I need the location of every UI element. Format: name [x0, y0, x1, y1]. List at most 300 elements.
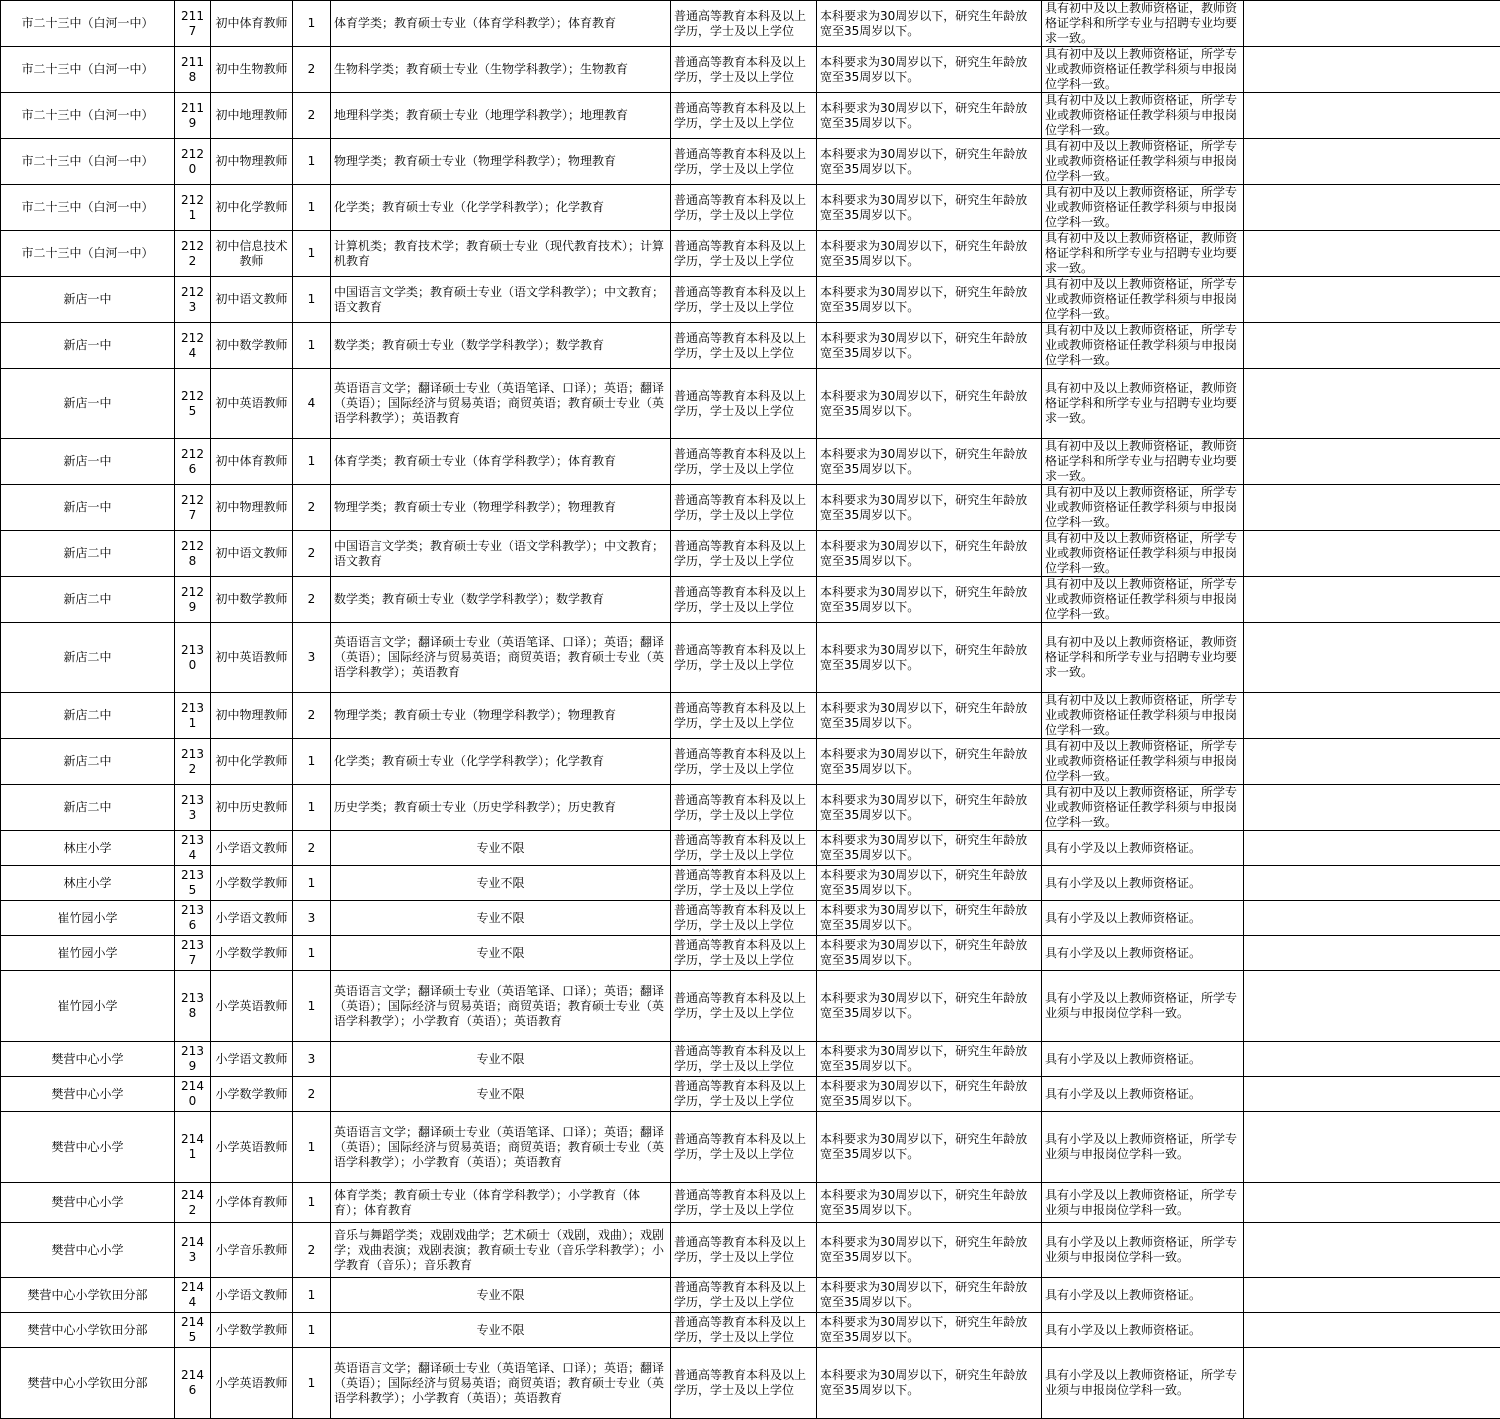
- note-cell: [1244, 577, 1500, 623]
- position-cell: 初中语文教师: [211, 531, 293, 577]
- code-cell: 2137: [175, 936, 211, 971]
- age-cell: 本科要求为30周岁以下，研究生年龄放宽至35周岁以下。: [817, 831, 1042, 866]
- code-cell: 2127: [175, 485, 211, 531]
- requirement-cell: 具有初中及以上教师资格证，所学专业或教师资格证任教学科须与申报岗位学科一致。: [1042, 185, 1244, 231]
- code-cell: 2139: [175, 1042, 211, 1077]
- count-cell: 1: [293, 936, 331, 971]
- education-cell: 普通高等教育本科及以上学历，学士及以上学位: [671, 901, 817, 936]
- requirement-cell: 具有小学及以上教师资格证。: [1042, 901, 1244, 936]
- table-row: [1, 531, 1500, 577]
- education-cell: 普通高等教育本科及以上学历，学士及以上学位: [671, 93, 817, 139]
- education-cell: 普通高等教育本科及以上学历，学士及以上学位: [671, 369, 817, 439]
- major-cell: 地理科学类；教育硕士专业（地理学科教学）；地理教育: [331, 93, 671, 139]
- table-row: [1, 139, 1500, 185]
- major-cell: 体育学类；教育硕士专业（体育学科教学）；体育教育: [331, 439, 671, 485]
- major-cell: 中国语言文学类；教育硕士专业（语文学科教学）；中文教育；语文教育: [331, 277, 671, 323]
- unit-cell: 市二十三中（白河一中）: [1, 185, 175, 231]
- code-cell: 2128: [175, 531, 211, 577]
- unit-cell: 新店二中: [1, 739, 175, 785]
- education-cell: 普通高等教育本科及以上学历，学士及以上学位: [671, 1278, 817, 1313]
- note-cell: [1244, 1077, 1500, 1112]
- requirement-cell: 具有小学及以上教师资格证。: [1042, 1077, 1244, 1112]
- age-cell: 本科要求为30周岁以下，研究生年龄放宽至35周岁以下。: [817, 866, 1042, 901]
- age-cell: 本科要求为30周岁以下，研究生年龄放宽至35周岁以下。: [817, 785, 1042, 831]
- unit-cell: 新店一中: [1, 369, 175, 439]
- position-cell: 小学数学教师: [211, 866, 293, 901]
- age-cell: 本科要求为30周岁以下，研究生年龄放宽至35周岁以下。: [817, 1313, 1042, 1348]
- unit-cell: 市二十三中（白河一中）: [1, 231, 175, 277]
- age-cell: 本科要求为30周岁以下，研究生年龄放宽至35周岁以下。: [817, 185, 1042, 231]
- table-row: [1, 1183, 1500, 1223]
- major-cell: 生物科学类；教育硕士专业（生物学科教学）；生物教育: [331, 47, 671, 93]
- major-cell: 专业不限: [331, 936, 671, 971]
- education-cell: 普通高等教育本科及以上学历，学士及以上学位: [671, 936, 817, 971]
- position-cell: 初中历史教师: [211, 785, 293, 831]
- position-cell: 小学音乐教师: [211, 1223, 293, 1278]
- age-cell: 本科要求为30周岁以下，研究生年龄放宽至35周岁以下。: [817, 139, 1042, 185]
- age-cell: 本科要求为30周岁以下，研究生年龄放宽至35周岁以下。: [817, 1278, 1042, 1313]
- position-cell: 初中数学教师: [211, 577, 293, 623]
- code-cell: 2138: [175, 971, 211, 1042]
- code-cell: 2135: [175, 866, 211, 901]
- code-cell: 2121: [175, 185, 211, 231]
- table-row: [1, 831, 1500, 866]
- code-cell: 2132: [175, 739, 211, 785]
- position-cell: 初中地理教师: [211, 93, 293, 139]
- table-row: [1, 971, 1500, 1042]
- count-cell: 3: [293, 1042, 331, 1077]
- table-row: [1, 439, 1500, 485]
- note-cell: [1244, 47, 1500, 93]
- major-cell: 物理学类；教育硕士专业（物理学科教学）；物理教育: [331, 693, 671, 739]
- education-cell: 普通高等教育本科及以上学历，学士及以上学位: [671, 323, 817, 369]
- table-row: [1, 93, 1500, 139]
- position-cell: 小学英语教师: [211, 1112, 293, 1183]
- code-cell: 2124: [175, 323, 211, 369]
- major-cell: 英语语言文学；翻译硕士专业（英语笔译、口译）；英语；翻译（英语）；国际经济与贸易英语；商贸英语；教育硕士专业（英语学科教学）；英语教育: [331, 369, 671, 439]
- count-cell: 2: [293, 1077, 331, 1112]
- requirement-cell: 具有初中及以上教师资格证，所学专业或教师资格证任教学科须与申报岗位学科一致。: [1042, 323, 1244, 369]
- count-cell: 1: [293, 971, 331, 1042]
- count-cell: 2: [293, 1223, 331, 1278]
- unit-cell: 林庄小学: [1, 831, 175, 866]
- table-row: [1, 1278, 1500, 1313]
- table-row: [1, 485, 1500, 531]
- code-cell: 2122: [175, 231, 211, 277]
- note-cell: [1244, 1223, 1500, 1278]
- code-cell: 2142: [175, 1183, 211, 1223]
- table-row: [1, 369, 1500, 439]
- major-cell: 英语语言文学；翻译硕士专业（英语笔译、口译）；英语；翻译（英语）；国际经济与贸易英语；商贸英语；教育硕士专业（英语学科教学）；小学教育（英语）；英语教育: [331, 971, 671, 1042]
- note-cell: [1244, 1, 1500, 47]
- table-row: [1, 693, 1500, 739]
- note-cell: [1244, 1112, 1500, 1183]
- note-cell: [1244, 1042, 1500, 1077]
- age-cell: 本科要求为30周岁以下，研究生年龄放宽至35周岁以下。: [817, 47, 1042, 93]
- note-cell: [1244, 323, 1500, 369]
- count-cell: 2: [293, 485, 331, 531]
- count-cell: 2: [293, 693, 331, 739]
- requirement-cell: 具有小学及以上教师资格证，所学专业须与申报岗位学科一致。: [1042, 1112, 1244, 1183]
- age-cell: 本科要求为30周岁以下，研究生年龄放宽至35周岁以下。: [817, 531, 1042, 577]
- note-cell: [1244, 1183, 1500, 1223]
- table-row: [1, 277, 1500, 323]
- code-cell: 2134: [175, 831, 211, 866]
- age-cell: 本科要求为30周岁以下，研究生年龄放宽至35周岁以下。: [817, 485, 1042, 531]
- unit-cell: 新店一中: [1, 439, 175, 485]
- count-cell: 2: [293, 831, 331, 866]
- unit-cell: 新店二中: [1, 531, 175, 577]
- note-cell: [1244, 439, 1500, 485]
- position-cell: 初中物理教师: [211, 485, 293, 531]
- education-cell: 普通高等教育本科及以上学历，学士及以上学位: [671, 277, 817, 323]
- unit-cell: 市二十三中（白河一中）: [1, 139, 175, 185]
- count-cell: 2: [293, 577, 331, 623]
- note-cell: [1244, 693, 1500, 739]
- position-cell: 初中体育教师: [211, 1, 293, 47]
- education-cell: 普通高等教育本科及以上学历，学士及以上学位: [671, 1348, 817, 1419]
- position-cell: 小学语文教师: [211, 1042, 293, 1077]
- table-row: [1, 901, 1500, 936]
- requirement-cell: 具有小学及以上教师资格证，所学专业须与申报岗位学科一致。: [1042, 971, 1244, 1042]
- education-cell: 普通高等教育本科及以上学历，学士及以上学位: [671, 231, 817, 277]
- table-row: [1, 47, 1500, 93]
- code-cell: 2141: [175, 1112, 211, 1183]
- note-cell: [1244, 531, 1500, 577]
- unit-cell: 崔竹园小学: [1, 901, 175, 936]
- education-cell: 普通高等教育本科及以上学历，学士及以上学位: [671, 139, 817, 185]
- education-cell: 普通高等教育本科及以上学历，学士及以上学位: [671, 577, 817, 623]
- note-cell: [1244, 277, 1500, 323]
- position-cell: 小学英语教师: [211, 1348, 293, 1419]
- count-cell: 1: [293, 231, 331, 277]
- age-cell: 本科要求为30周岁以下，研究生年龄放宽至35周岁以下。: [817, 1223, 1042, 1278]
- code-cell: 2146: [175, 1348, 211, 1419]
- requirement-cell: 具有小学及以上教师资格证。: [1042, 1042, 1244, 1077]
- age-cell: 本科要求为30周岁以下，研究生年龄放宽至35周岁以下。: [817, 693, 1042, 739]
- education-cell: 普通高等教育本科及以上学历，学士及以上学位: [671, 971, 817, 1042]
- age-cell: 本科要求为30周岁以下，研究生年龄放宽至35周岁以下。: [817, 1112, 1042, 1183]
- requirement-cell: 具有初中及以上教师资格证，所学专业或教师资格证任教学科须与申报岗位学科一致。: [1042, 577, 1244, 623]
- table-row: [1, 1, 1500, 47]
- age-cell: 本科要求为30周岁以下，研究生年龄放宽至35周岁以下。: [817, 971, 1042, 1042]
- count-cell: 1: [293, 739, 331, 785]
- requirement-cell: 具有初中及以上教师资格证，所学专业或教师资格证任教学科须与申报岗位学科一致。: [1042, 739, 1244, 785]
- requirement-cell: 具有初中及以上教师资格证，所学专业或教师资格证任教学科须与申报岗位学科一致。: [1042, 93, 1244, 139]
- note-cell: [1244, 866, 1500, 901]
- count-cell: 2: [293, 531, 331, 577]
- major-cell: 专业不限: [331, 1313, 671, 1348]
- count-cell: 1: [293, 439, 331, 485]
- count-cell: 1: [293, 1, 331, 47]
- position-cell: 小学语文教师: [211, 831, 293, 866]
- age-cell: 本科要求为30周岁以下，研究生年龄放宽至35周岁以下。: [817, 1077, 1042, 1112]
- age-cell: 本科要求为30周岁以下，研究生年龄放宽至35周岁以下。: [817, 439, 1042, 485]
- age-cell: 本科要求为30周岁以下，研究生年龄放宽至35周岁以下。: [817, 739, 1042, 785]
- unit-cell: 樊营中心小学钦田分部: [1, 1348, 175, 1419]
- table-row: [1, 185, 1500, 231]
- education-cell: 普通高等教育本科及以上学历，学士及以上学位: [671, 785, 817, 831]
- requirement-cell: 具有初中及以上教师资格证，所学专业或教师资格证任教学科须与申报岗位学科一致。: [1042, 139, 1244, 185]
- requirement-cell: 具有小学及以上教师资格证，所学专业须与申报岗位学科一致。: [1042, 1348, 1244, 1419]
- count-cell: 1: [293, 1278, 331, 1313]
- code-cell: 2118: [175, 47, 211, 93]
- requirement-cell: 具有初中及以上教师资格证，教师资格证学科和所学专业与招聘专业均要求一致。: [1042, 623, 1244, 693]
- position-cell: 小学数学教师: [211, 1313, 293, 1348]
- unit-cell: 新店一中: [1, 485, 175, 531]
- education-cell: 普通高等教育本科及以上学历，学士及以上学位: [671, 439, 817, 485]
- position-cell: 初中体育教师: [211, 439, 293, 485]
- position-cell: 初中物理教师: [211, 693, 293, 739]
- count-cell: 1: [293, 185, 331, 231]
- requirement-cell: 具有初中及以上教师资格证，所学专业或教师资格证任教学科须与申报岗位学科一致。: [1042, 531, 1244, 577]
- note-cell: [1244, 831, 1500, 866]
- education-cell: 普通高等教育本科及以上学历，学士及以上学位: [671, 1313, 817, 1348]
- position-cell: 初中化学教师: [211, 185, 293, 231]
- age-cell: 本科要求为30周岁以下，研究生年龄放宽至35周岁以下。: [817, 1183, 1042, 1223]
- note-cell: [1244, 971, 1500, 1042]
- code-cell: 2117: [175, 1, 211, 47]
- age-cell: 本科要求为30周岁以下，研究生年龄放宽至35周岁以下。: [817, 1, 1042, 47]
- count-cell: 1: [293, 277, 331, 323]
- code-cell: 2133: [175, 785, 211, 831]
- major-cell: 英语语言文学；翻译硕士专业（英语笔译、口译）；英语；翻译（英语）；国际经济与贸易英语；商贸英语；教育硕士专业（英语学科教学）；英语教育: [331, 623, 671, 693]
- table-row: [1, 1112, 1500, 1183]
- code-cell: 2125: [175, 369, 211, 439]
- education-cell: 普通高等教育本科及以上学历，学士及以上学位: [671, 1042, 817, 1077]
- education-cell: 普通高等教育本科及以上学历，学士及以上学位: [671, 831, 817, 866]
- position-cell: 初中英语教师: [211, 623, 293, 693]
- education-cell: 普通高等教育本科及以上学历，学士及以上学位: [671, 485, 817, 531]
- unit-cell: 樊营中心小学: [1, 1183, 175, 1223]
- unit-cell: 樊营中心小学钦田分部: [1, 1313, 175, 1348]
- unit-cell: 樊营中心小学: [1, 1112, 175, 1183]
- position-cell: 小学体育教师: [211, 1183, 293, 1223]
- education-cell: 普通高等教育本科及以上学历，学士及以上学位: [671, 739, 817, 785]
- age-cell: 本科要求为30周岁以下，研究生年龄放宽至35周岁以下。: [817, 1348, 1042, 1419]
- note-cell: [1244, 936, 1500, 971]
- major-cell: 化学类；教育硕士专业（化学学科教学）；化学教育: [331, 185, 671, 231]
- unit-cell: 樊营中心小学: [1, 1042, 175, 1077]
- table-row: [1, 231, 1500, 277]
- requirement-cell: 具有小学及以上教师资格证。: [1042, 1278, 1244, 1313]
- code-cell: 2120: [175, 139, 211, 185]
- note-cell: [1244, 231, 1500, 277]
- unit-cell: 崔竹园小学: [1, 936, 175, 971]
- major-cell: 专业不限: [331, 866, 671, 901]
- unit-cell: 林庄小学: [1, 866, 175, 901]
- education-cell: 普通高等教育本科及以上学历，学士及以上学位: [671, 623, 817, 693]
- count-cell: 1: [293, 1313, 331, 1348]
- education-cell: 普通高等教育本科及以上学历，学士及以上学位: [671, 693, 817, 739]
- age-cell: 本科要求为30周岁以下，研究生年龄放宽至35周岁以下。: [817, 936, 1042, 971]
- count-cell: 1: [293, 1183, 331, 1223]
- table-row: [1, 866, 1500, 901]
- note-cell: [1244, 185, 1500, 231]
- requirement-cell: 具有小学及以上教师资格证，所学专业须与申报岗位学科一致。: [1042, 1223, 1244, 1278]
- major-cell: 英语语言文学；翻译硕士专业（英语笔译、口译）；英语；翻译（英语）；国际经济与贸易英语；商贸英语；教育硕士专业（英语学科教学）；小学教育（英语）；英语教育: [331, 1348, 671, 1419]
- age-cell: 本科要求为30周岁以下，研究生年龄放宽至35周岁以下。: [817, 323, 1042, 369]
- requirement-cell: 具有小学及以上教师资格证。: [1042, 866, 1244, 901]
- table-row: [1, 785, 1500, 831]
- requirement-cell: 具有初中及以上教师资格证，教师资格证学科和所学专业与招聘专业均要求一致。: [1042, 231, 1244, 277]
- count-cell: 3: [293, 623, 331, 693]
- note-cell: [1244, 623, 1500, 693]
- table-row: [1, 1223, 1500, 1278]
- count-cell: 4: [293, 369, 331, 439]
- education-cell: 普通高等教育本科及以上学历，学士及以上学位: [671, 866, 817, 901]
- count-cell: 1: [293, 785, 331, 831]
- major-cell: 音乐与舞蹈学类；戏剧戏曲学；艺术硕士（戏剧，戏曲）；戏剧学；戏曲表演；戏剧表演；教育硕士专业（音乐学科教学）；小学教育（音乐）；音乐教育: [331, 1223, 671, 1278]
- position-cell: 小学语文教师: [211, 1278, 293, 1313]
- education-cell: 普通高等教育本科及以上学历，学士及以上学位: [671, 1223, 817, 1278]
- age-cell: 本科要求为30周岁以下，研究生年龄放宽至35周岁以下。: [817, 277, 1042, 323]
- major-cell: 物理学类；教育硕士专业（物理学科教学）；物理教育: [331, 485, 671, 531]
- age-cell: 本科要求为30周岁以下，研究生年龄放宽至35周岁以下。: [817, 901, 1042, 936]
- position-cell: 初中生物教师: [211, 47, 293, 93]
- table-row: [1, 323, 1500, 369]
- age-cell: 本科要求为30周岁以下，研究生年龄放宽至35周岁以下。: [817, 231, 1042, 277]
- code-cell: 2126: [175, 439, 211, 485]
- table-row: [1, 1348, 1500, 1419]
- unit-cell: 樊营中心小学钦田分部: [1, 1278, 175, 1313]
- education-cell: 普通高等教育本科及以上学历，学士及以上学位: [671, 531, 817, 577]
- education-cell: 普通高等教育本科及以上学历，学士及以上学位: [671, 185, 817, 231]
- unit-cell: 新店二中: [1, 693, 175, 739]
- code-cell: 2140: [175, 1077, 211, 1112]
- table-row: [1, 623, 1500, 693]
- unit-cell: 新店二中: [1, 785, 175, 831]
- education-cell: 普通高等教育本科及以上学历，学士及以上学位: [671, 1, 817, 47]
- major-cell: 物理学类；教育硕士专业（物理学科教学）；物理教育: [331, 139, 671, 185]
- table-row: [1, 936, 1500, 971]
- count-cell: 1: [293, 1112, 331, 1183]
- major-cell: 体育学类；教育硕士专业（体育学科教学）；小学教育（体育）；体育教育: [331, 1183, 671, 1223]
- note-cell: [1244, 1313, 1500, 1348]
- note-cell: [1244, 739, 1500, 785]
- code-cell: 2143: [175, 1223, 211, 1278]
- major-cell: 中国语言文学类；教育硕士专业（语文学科教学）；中文教育；语文教育: [331, 531, 671, 577]
- note-cell: [1244, 901, 1500, 936]
- requirement-cell: 具有小学及以上教师资格证。: [1042, 1313, 1244, 1348]
- age-cell: 本科要求为30周岁以下，研究生年龄放宽至35周岁以下。: [817, 369, 1042, 439]
- requirement-cell: 具有初中及以上教师资格证，所学专业或教师资格证任教学科须与申报岗位学科一致。: [1042, 785, 1244, 831]
- position-cell: 初中化学教师: [211, 739, 293, 785]
- unit-cell: 新店一中: [1, 277, 175, 323]
- position-cell: 初中英语教师: [211, 369, 293, 439]
- code-cell: 2144: [175, 1278, 211, 1313]
- major-cell: 体育学类；教育硕士专业（体育学科教学）；体育教育: [331, 1, 671, 47]
- position-cell: 小学英语教师: [211, 971, 293, 1042]
- count-cell: 1: [293, 139, 331, 185]
- requirement-cell: 具有小学及以上教师资格证，所学专业须与申报岗位学科一致。: [1042, 1183, 1244, 1223]
- code-cell: 2119: [175, 93, 211, 139]
- major-cell: 化学类；教育硕士专业（化学学科教学）；化学教育: [331, 739, 671, 785]
- note-cell: [1244, 369, 1500, 439]
- age-cell: 本科要求为30周岁以下，研究生年龄放宽至35周岁以下。: [817, 1042, 1042, 1077]
- requirement-cell: 具有小学及以上教师资格证。: [1042, 831, 1244, 866]
- position-cell: 小学数学教师: [211, 1077, 293, 1112]
- position-cell: 初中数学教师: [211, 323, 293, 369]
- major-cell: 专业不限: [331, 1077, 671, 1112]
- requirement-cell: 具有初中及以上教师资格证，教师资格证学科和所学专业与招聘专业均要求一致。: [1042, 439, 1244, 485]
- position-cell: 初中语文教师: [211, 277, 293, 323]
- major-cell: 数学类；教育硕士专业（数学学科教学）；数学教育: [331, 323, 671, 369]
- requirement-cell: 具有初中及以上教师资格证，所学专业或教师资格证任教学科须与申报岗位学科一致。: [1042, 277, 1244, 323]
- requirement-cell: 具有初中及以上教师资格证，所学专业或教师资格证任教学科须与申报岗位学科一致。: [1042, 47, 1244, 93]
- count-cell: 2: [293, 47, 331, 93]
- count-cell: 1: [293, 1348, 331, 1419]
- unit-cell: 市二十三中（白河一中）: [1, 93, 175, 139]
- education-cell: 普通高等教育本科及以上学历，学士及以上学位: [671, 1112, 817, 1183]
- note-cell: [1244, 93, 1500, 139]
- table-body: [1, 1, 1500, 1419]
- code-cell: 2131: [175, 693, 211, 739]
- major-cell: 专业不限: [331, 831, 671, 866]
- major-cell: 专业不限: [331, 901, 671, 936]
- unit-cell: 市二十三中（白河一中）: [1, 1, 175, 47]
- major-cell: 数学类；教育硕士专业（数学学科教学）；数学教育: [331, 577, 671, 623]
- requirement-cell: 具有初中及以上教师资格证，所学专业或教师资格证任教学科须与申报岗位学科一致。: [1042, 485, 1244, 531]
- note-cell: [1244, 1278, 1500, 1313]
- count-cell: 2: [293, 93, 331, 139]
- education-cell: 普通高等教育本科及以上学历，学士及以上学位: [671, 47, 817, 93]
- unit-cell: 樊营中心小学: [1, 1223, 175, 1278]
- requirement-cell: 具有初中及以上教师资格证，所学专业或教师资格证任教学科须与申报岗位学科一致。: [1042, 693, 1244, 739]
- unit-cell: 崔竹园小学: [1, 971, 175, 1042]
- table-row: [1, 1077, 1500, 1112]
- position-cell: 初中信息技术教师: [211, 231, 293, 277]
- table-row: [1, 577, 1500, 623]
- requirement-cell: 具有初中及以上教师资格证，教师资格证学科和所学专业与招聘专业均要求一致。: [1042, 369, 1244, 439]
- unit-cell: 新店二中: [1, 623, 175, 693]
- count-cell: 1: [293, 323, 331, 369]
- note-cell: [1244, 1348, 1500, 1419]
- age-cell: 本科要求为30周岁以下，研究生年龄放宽至35周岁以下。: [817, 93, 1042, 139]
- major-cell: 历史学类；教育硕士专业（历史学科教学）；历史教育: [331, 785, 671, 831]
- code-cell: 2136: [175, 901, 211, 936]
- unit-cell: 新店一中: [1, 323, 175, 369]
- major-cell: 专业不限: [331, 1278, 671, 1313]
- unit-cell: 樊营中心小学: [1, 1077, 175, 1112]
- code-cell: 2130: [175, 623, 211, 693]
- age-cell: 本科要求为30周岁以下，研究生年龄放宽至35周岁以下。: [817, 623, 1042, 693]
- table-row: [1, 1313, 1500, 1348]
- unit-cell: 市二十三中（白河一中）: [1, 47, 175, 93]
- requirement-cell: 具有小学及以上教师资格证。: [1042, 936, 1244, 971]
- position-cell: 初中物理教师: [211, 139, 293, 185]
- code-cell: 2123: [175, 277, 211, 323]
- major-cell: 英语语言文学；翻译硕士专业（英语笔译、口译）；英语；翻译（英语）；国际经济与贸易英语；商贸英语；教育硕士专业（英语学科教学）；小学教育（英语）；英语教育: [331, 1112, 671, 1183]
- education-cell: 普通高等教育本科及以上学历，学士及以上学位: [671, 1077, 817, 1112]
- count-cell: 1: [293, 866, 331, 901]
- major-cell: 计算机类；教育技术学；教育硕士专业（现代教育技术）；计算机教育: [331, 231, 671, 277]
- code-cell: 2129: [175, 577, 211, 623]
- code-cell: 2145: [175, 1313, 211, 1348]
- note-cell: [1244, 785, 1500, 831]
- major-cell: 专业不限: [331, 1042, 671, 1077]
- unit-cell: 新店二中: [1, 577, 175, 623]
- table-row: [1, 1042, 1500, 1077]
- requirement-cell: 具有初中及以上教师资格证，教师资格证学科和所学专业与招聘专业均要求一致。: [1042, 1, 1244, 47]
- position-cell: 小学语文教师: [211, 901, 293, 936]
- count-cell: 3: [293, 901, 331, 936]
- position-cell: 小学数学教师: [211, 936, 293, 971]
- education-cell: 普通高等教育本科及以上学历，学士及以上学位: [671, 1183, 817, 1223]
- age-cell: 本科要求为30周岁以下，研究生年龄放宽至35周岁以下。: [817, 577, 1042, 623]
- note-cell: [1244, 485, 1500, 531]
- note-cell: [1244, 139, 1500, 185]
